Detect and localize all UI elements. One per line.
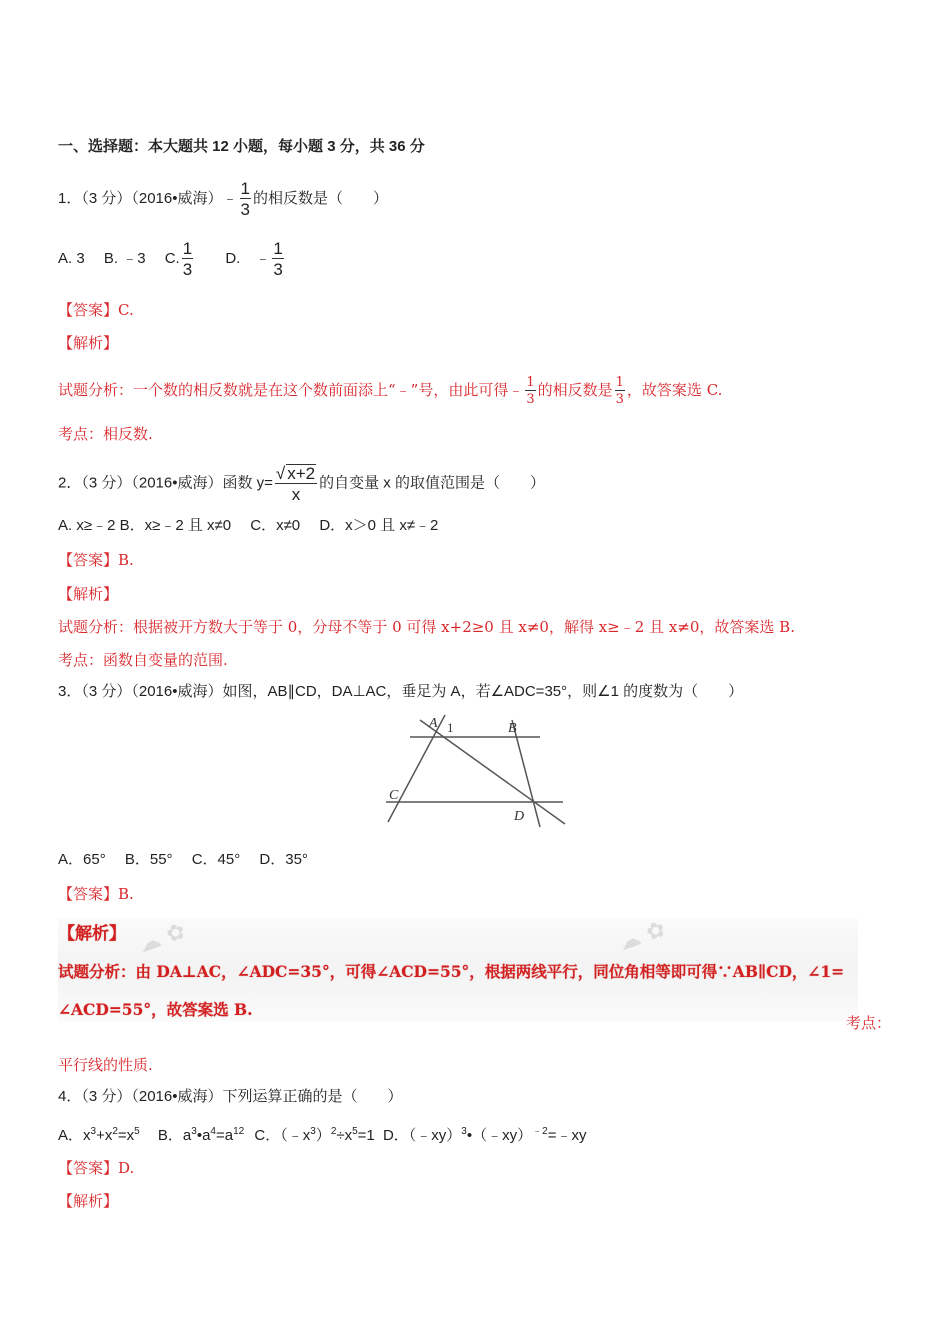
q3-analysis-label: 【解析】 bbox=[58, 924, 126, 944]
q2-analysis: 试题分析：根据被开方数大于等于 0，分母不等于 0 可得 x+2≥0 且 x≠0，解得 x≥﹣2 且 x≠0，故答案选 B. bbox=[58, 618, 795, 636]
q1-analysis-a: 试题分析：一个数的相反数就是在这个数前面添上“﹣”号，由此可得﹣ bbox=[58, 381, 524, 399]
q4-answer: 【答案】D. bbox=[58, 1159, 135, 1177]
q4-option-a: A．$x^3+x^2=x^5$ bbox=[58, 1126, 140, 1144]
q1-an-den2: 3 bbox=[615, 392, 624, 407]
q1-neg: ﹣ bbox=[222, 189, 238, 207]
q3-point-label: 考点： bbox=[846, 1014, 892, 1032]
section-heading: 一、选择题：本大题共 12 小题，每小题 3 分，共 36 分 bbox=[58, 138, 425, 155]
q1-analysis-fraction-1 bbox=[525, 376, 535, 406]
q1-option-c-fraction bbox=[182, 240, 193, 278]
q1-optd-num: 1 bbox=[273, 239, 283, 258]
q1-frac-num: 1 bbox=[240, 179, 250, 198]
q1-optd-den: 3 bbox=[273, 260, 283, 279]
q2-answer: 【答案】B. bbox=[58, 551, 134, 569]
q4-option-d: D．（﹣xy）$^3$•（﹣xy）$^{﹣2}$=﹣xy bbox=[382, 1126, 587, 1144]
label-b: B bbox=[508, 721, 517, 736]
q1-answer: 【答案】C. bbox=[58, 301, 134, 319]
q2-options: A. x≥﹣2 B．x≥﹣2 且 x≠0 C．x≠0 D．x＞0 且 x≠﹣2 bbox=[58, 517, 439, 534]
q1-optc-num: 1 bbox=[182, 239, 193, 258]
q2-analysis-label: 【解析】 bbox=[58, 585, 119, 603]
q1-option-d-fraction bbox=[272, 240, 283, 278]
q2-point: 考点：函数自变量的范围. bbox=[58, 651, 228, 669]
label-d: D bbox=[514, 809, 525, 824]
q1-analysis bbox=[58, 376, 722, 406]
q4-option-b: B．$a^3•a^4=a^{12}$ bbox=[157, 1126, 245, 1144]
line-ad bbox=[420, 720, 565, 824]
label-angle-1: 1 bbox=[447, 720, 454, 735]
geometry-diagram bbox=[380, 710, 570, 830]
q2-suffix: 的自变量 x 的取值范围是（ ） bbox=[319, 474, 545, 492]
q1-options-ab: A. 3 B. ﹣3 C. bbox=[58, 249, 180, 267]
q1-analysis-label: 【解析】 bbox=[58, 334, 119, 352]
q2-fraction bbox=[275, 464, 317, 503]
parallel-lines-figure bbox=[380, 710, 570, 830]
q1-an-num1: 1 bbox=[526, 375, 535, 390]
q1-point: 考点：相反数. bbox=[58, 425, 153, 443]
q1-suffix: 的相反数是（ ） bbox=[252, 189, 388, 207]
q3-answer: 【答案】B. bbox=[58, 885, 134, 903]
watermark-left: ☁ ✿ bbox=[135, 918, 189, 959]
q1-an-den1: 3 bbox=[526, 392, 535, 407]
q1-an-num2: 1 bbox=[615, 375, 624, 390]
q3-analysis-line-2: ∠ACD=55°，故答案选 B. bbox=[58, 1000, 253, 1019]
q3-options: A．65° B．55° C．45° D．35° bbox=[58, 851, 308, 868]
q2-frac-den: x bbox=[291, 485, 301, 504]
q1-analysis-b: 的相反数是 bbox=[537, 381, 613, 399]
q1-analysis-fraction-2 bbox=[615, 376, 625, 406]
q1-prefix: 1．（3 分）（2016•威海） bbox=[58, 189, 223, 207]
q2-frac-num: √ x+2 bbox=[275, 464, 316, 483]
question-2-stem bbox=[58, 464, 545, 503]
label-a: A bbox=[429, 716, 438, 731]
q2-radicand: x+2 bbox=[287, 464, 316, 483]
q1-optc-den: 3 bbox=[182, 260, 193, 279]
q4-option-c: C．$(﹣x^3)^2\div x^5=1$ bbox=[254, 1126, 375, 1144]
watermark-right: ☁ ✿ bbox=[615, 916, 669, 957]
q2-prefix: 2．（3 分）（2016•威海）函数 y= bbox=[58, 474, 273, 492]
q3-analysis-line-1: 试题分析：由 DA⊥AC，∠ADC=35°，可得∠ACD=55°，根据两线平行，同位角相等即可得∵AB∥CD，∠1= bbox=[58, 962, 845, 981]
q4-analysis-label: 【解析】 bbox=[58, 1192, 119, 1210]
question-3-stem: 3．（3 分）（2016•威海）如图，AB∥CD，DA⊥AC，垂足为 A，若∠ADC=35°，则∠1 的度数为（ ） bbox=[58, 683, 744, 700]
q1-fraction bbox=[240, 180, 251, 218]
q1-analysis-c: ，故答案选 C. bbox=[626, 381, 723, 399]
q1-option-d: D. ﹣ bbox=[225, 249, 271, 267]
q4-options bbox=[58, 1122, 586, 1146]
label-c: C bbox=[389, 788, 399, 803]
question-1-options bbox=[58, 240, 286, 278]
question-1-stem bbox=[58, 180, 388, 218]
question-4-stem: 4．（3 分）（2016•威海）下列运算正确的是（ ） bbox=[58, 1088, 403, 1105]
q1-frac-den: 3 bbox=[240, 200, 250, 219]
q3-point: 平行线的性质. bbox=[58, 1056, 153, 1074]
